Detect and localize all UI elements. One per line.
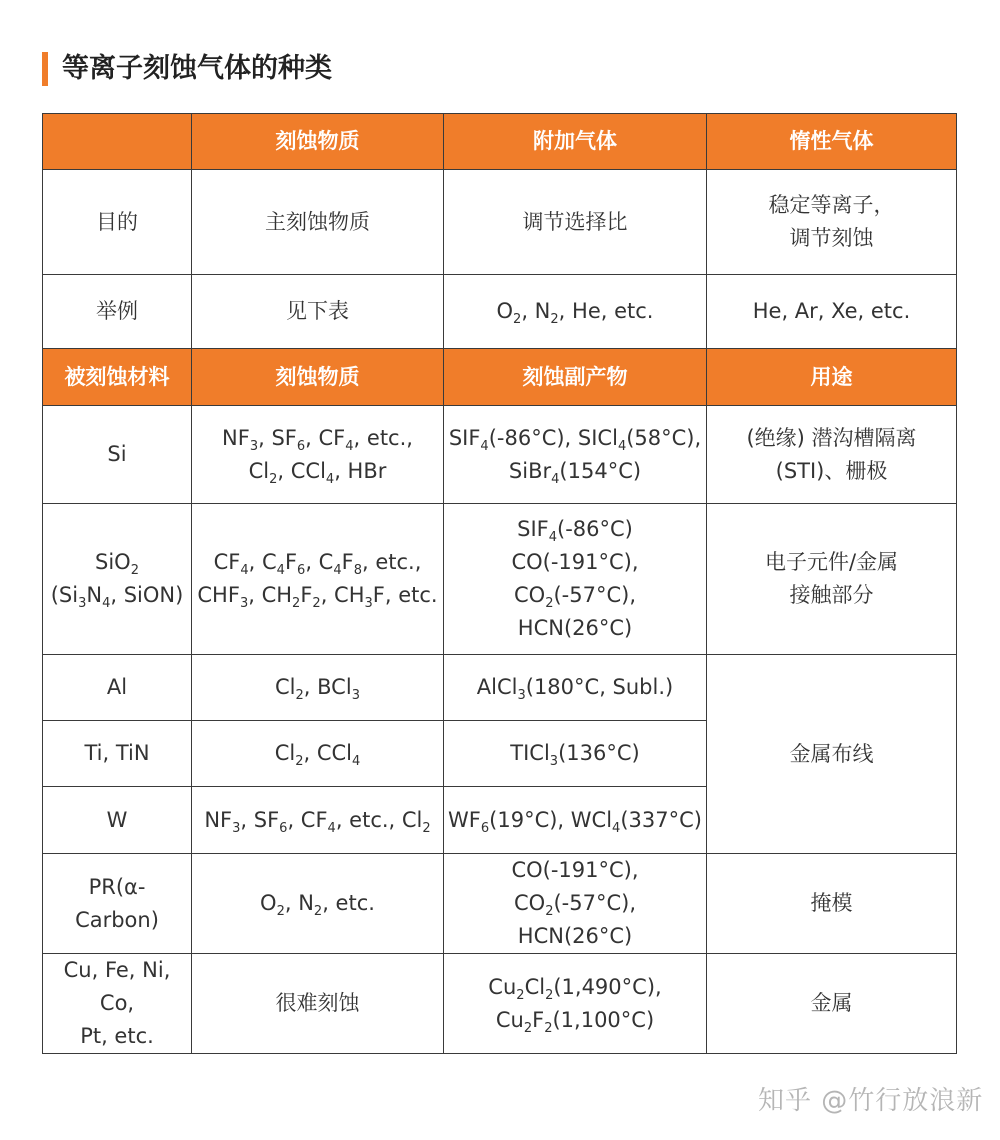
table-row [43, 655, 957, 721]
table-cell: CO(-191°C), $CO_2(-57^\circ C)$, HCN(26°C) [444, 854, 707, 954]
table-cell: $Cu_2Cl_2(1,490^\circ C)$, $Cu_2F_2(1,100^\circ C)$ [444, 954, 707, 1054]
table-row [43, 504, 957, 655]
table-cell: $NF_3$, $SF_6$, $CF_4$, etc., $Cl_2$, CCl$_4$, HBr [192, 406, 444, 504]
table-row [43, 406, 957, 504]
row-label: Ti, TiN [43, 721, 192, 787]
table-row [43, 854, 957, 954]
header-cell-inert-gas: 惰性气体 [707, 114, 957, 170]
row-label: 目的 [43, 170, 192, 275]
table-cell: $O_2$, $N_2$, He, etc. [444, 275, 707, 349]
table-cell: $CF_4$, $C_4F_6$, $C_4F_8$, etc., $CHF_3$, $CH_2F_2$, $CH_3F$, etc. [192, 504, 444, 655]
table-cell: 金属 [707, 954, 957, 1054]
table-cell: TICl$_3$(136°C) [444, 721, 707, 787]
table-cell-merged-use: 金属布线 [707, 655, 957, 854]
table-row [43, 954, 957, 1054]
row-label: W [43, 787, 192, 854]
table-cell: $SIF_4(-86^\circ C)$ CO(-191°C), $CO_2(-57^\circ C)$, HCN(26°C) [444, 504, 707, 655]
table-cell: (绝缘) 潜沟槽隔离 (STI)、栅极 [707, 406, 957, 504]
header-row-purpose [43, 114, 957, 170]
row-label: 举例 [43, 275, 192, 349]
row-label: Si [43, 406, 192, 504]
header-cell-byproduct: 刻蚀副产物 [444, 349, 707, 406]
watermark-text: 知乎 @竹行放浪新 [758, 1086, 984, 1116]
row-label: SiO$_2$ ($Si_3N_4$, SiON) [43, 504, 192, 655]
table-cell: $Cl_2$, CCl$_4$ [192, 721, 444, 787]
header-row-materials [43, 349, 957, 406]
table-cell: 见下表 [192, 275, 444, 349]
table-cell: $NF_3$, $SF_6$, $CF_4$, etc., $Cl_2$ [192, 787, 444, 854]
table-cell: 主刻蚀物质 [192, 170, 444, 275]
row-label: PR(α-Carbon) [43, 854, 192, 954]
table-row [43, 170, 957, 275]
header-cell-use: 用途 [707, 349, 957, 406]
table-cell: He, Ar, Xe, etc. [707, 275, 957, 349]
table-cell: $O_2$, $N_2$, etc. [192, 854, 444, 954]
header-cell-material: 被刻蚀材料 [43, 349, 192, 406]
table-cell: 调节选择比 [444, 170, 707, 275]
header-cell-additive-gas: 附加气体 [444, 114, 707, 170]
table-cell: $SIF_4(-86^\circ C)$, SICl$_4$(58°C), SiBr$_4$(154°C) [444, 406, 707, 504]
table-cell: AlCl$_3$(180°C, Subl.) [444, 655, 707, 721]
etching-gas-table [42, 113, 957, 1054]
table-cell: $WF_6(19^\circ C)$, WCl$_4$(337°C) [444, 787, 707, 854]
row-label: Al [43, 655, 192, 721]
header-cell-empty [43, 114, 192, 170]
table-cell: 电子元件/金属 接触部分 [707, 504, 957, 655]
header-cell-etchant: 刻蚀物质 [192, 114, 444, 170]
table-cell: $Cl_2$, BCl$_3$ [192, 655, 444, 721]
table-cell: 稳定等离子， 调节刻蚀 [707, 170, 957, 275]
table-cell: 掩模 [707, 854, 957, 954]
table-cell: 很难刻蚀 [192, 954, 444, 1054]
row-label: Cu, Fe, Ni, Co, Pt, etc. [43, 954, 192, 1054]
title-accent-bar [42, 52, 48, 86]
page-title: 等离子刻蚀气体的种类 [62, 53, 332, 84]
header-cell-etchant: 刻蚀物质 [192, 349, 444, 406]
table-row [43, 275, 957, 349]
